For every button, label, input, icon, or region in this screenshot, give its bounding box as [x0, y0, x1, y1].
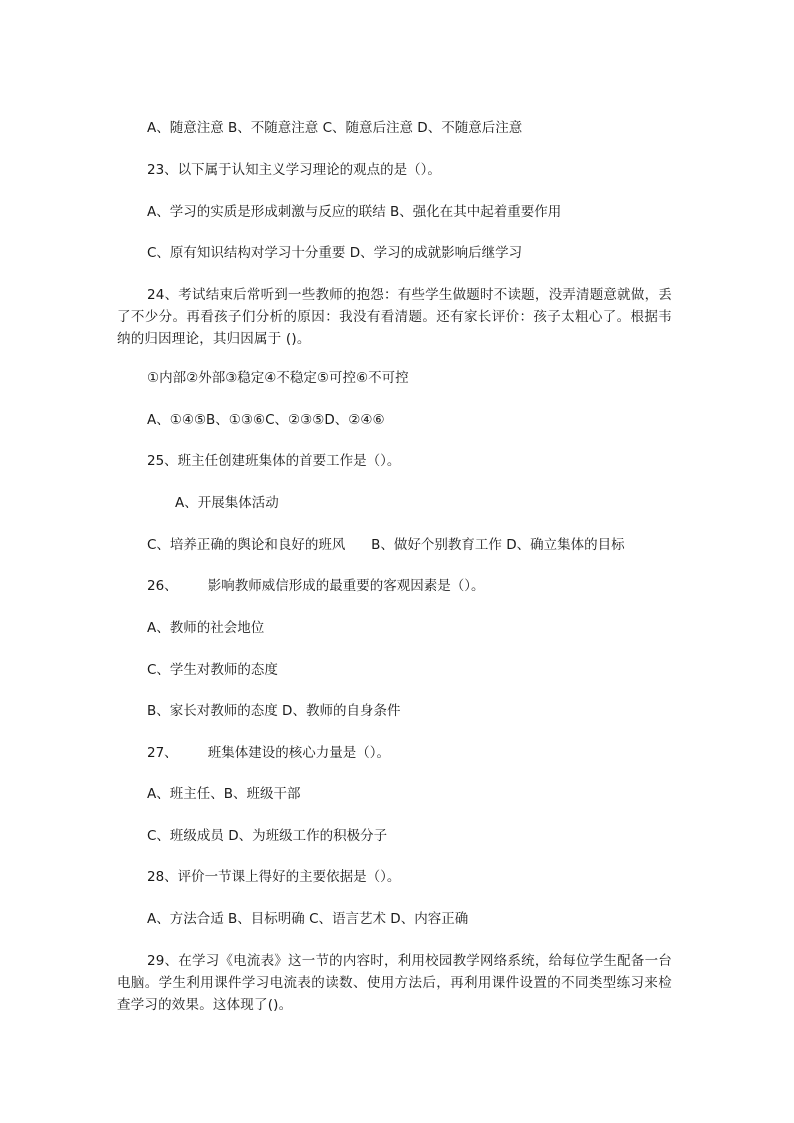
q27-stem: 27、 班集体建设的核心力量是（）。 — [147, 745, 390, 761]
q24-stem: 24、考试结束后常听到一些教师的抱怨：有些学生做题时不读题，没弄清题意就做，丢了不少分。再看孩子们分析的原因：我没有看清题。还有家长评价：孩子太粗心了。根据韦纳的归因理论，其归因属于 ()。 — [117, 287, 672, 347]
q24-options: A、①④⑤B、①③⑥C、②③⑤D、②④⑥ — [147, 412, 385, 428]
q26-option-c: C、学生对教师的态度 — [147, 662, 278, 678]
q23-stem: 23、以下属于认知主义学习理论的观点的是（）。 — [147, 162, 441, 178]
q26-stem: 26、 影响教师威信形成的最重要的客观因素是（）。 — [147, 578, 485, 594]
q25-options-cbd: C、培养正确的舆论和良好的班风 B、做好个别教育工作 D、确立集体的目标 — [147, 537, 625, 553]
q25-stem: 25、班主任创建班集体的首要工作是（）。 — [147, 453, 401, 469]
q27-options-cd: C、班级成员 D、为班级工作的积极分子 — [147, 828, 388, 844]
q22-options: A、随意注意 B、不随意注意 C、随意后注意 D、不随意后注意 — [147, 120, 523, 136]
q29-stem: 29、在学习《电流表》这一节的内容时，利用校园教学网络系统，给每位学生配备一台电脑。学生利用课件学习电流表的读数、使用方法后，再利用课件设置的不同类型练习来检查学习的效果。这体现了()。 — [117, 953, 672, 1013]
q28-stem: 28、评价一节课上得好的主要依据是（）。 — [147, 869, 401, 885]
q23-options-cd: C、原有知识结构对学习十分重要 D、学习的成就影响后继学习 — [147, 245, 523, 261]
q27-options-ab: A、班主任、B、班级干部 — [147, 786, 301, 802]
q24-items: ①内部②外部③稳定④不稳定⑤可控⑥不可控 — [147, 370, 409, 386]
q28-options: A、方法合适 B、目标明确 C、语言艺术 D、内容正确 — [147, 911, 469, 927]
q25-option-a: A、开展集体活动 — [175, 495, 279, 511]
q26-options-bd: B、家长对教师的态度 D、教师的自身条件 — [147, 703, 401, 719]
q26-option-a: A、教师的社会地位 — [147, 620, 265, 636]
q23-options-ab: A、学习的实质是形成刺激与反应的联结 B、强化在其中起着重要作用 — [147, 204, 562, 220]
